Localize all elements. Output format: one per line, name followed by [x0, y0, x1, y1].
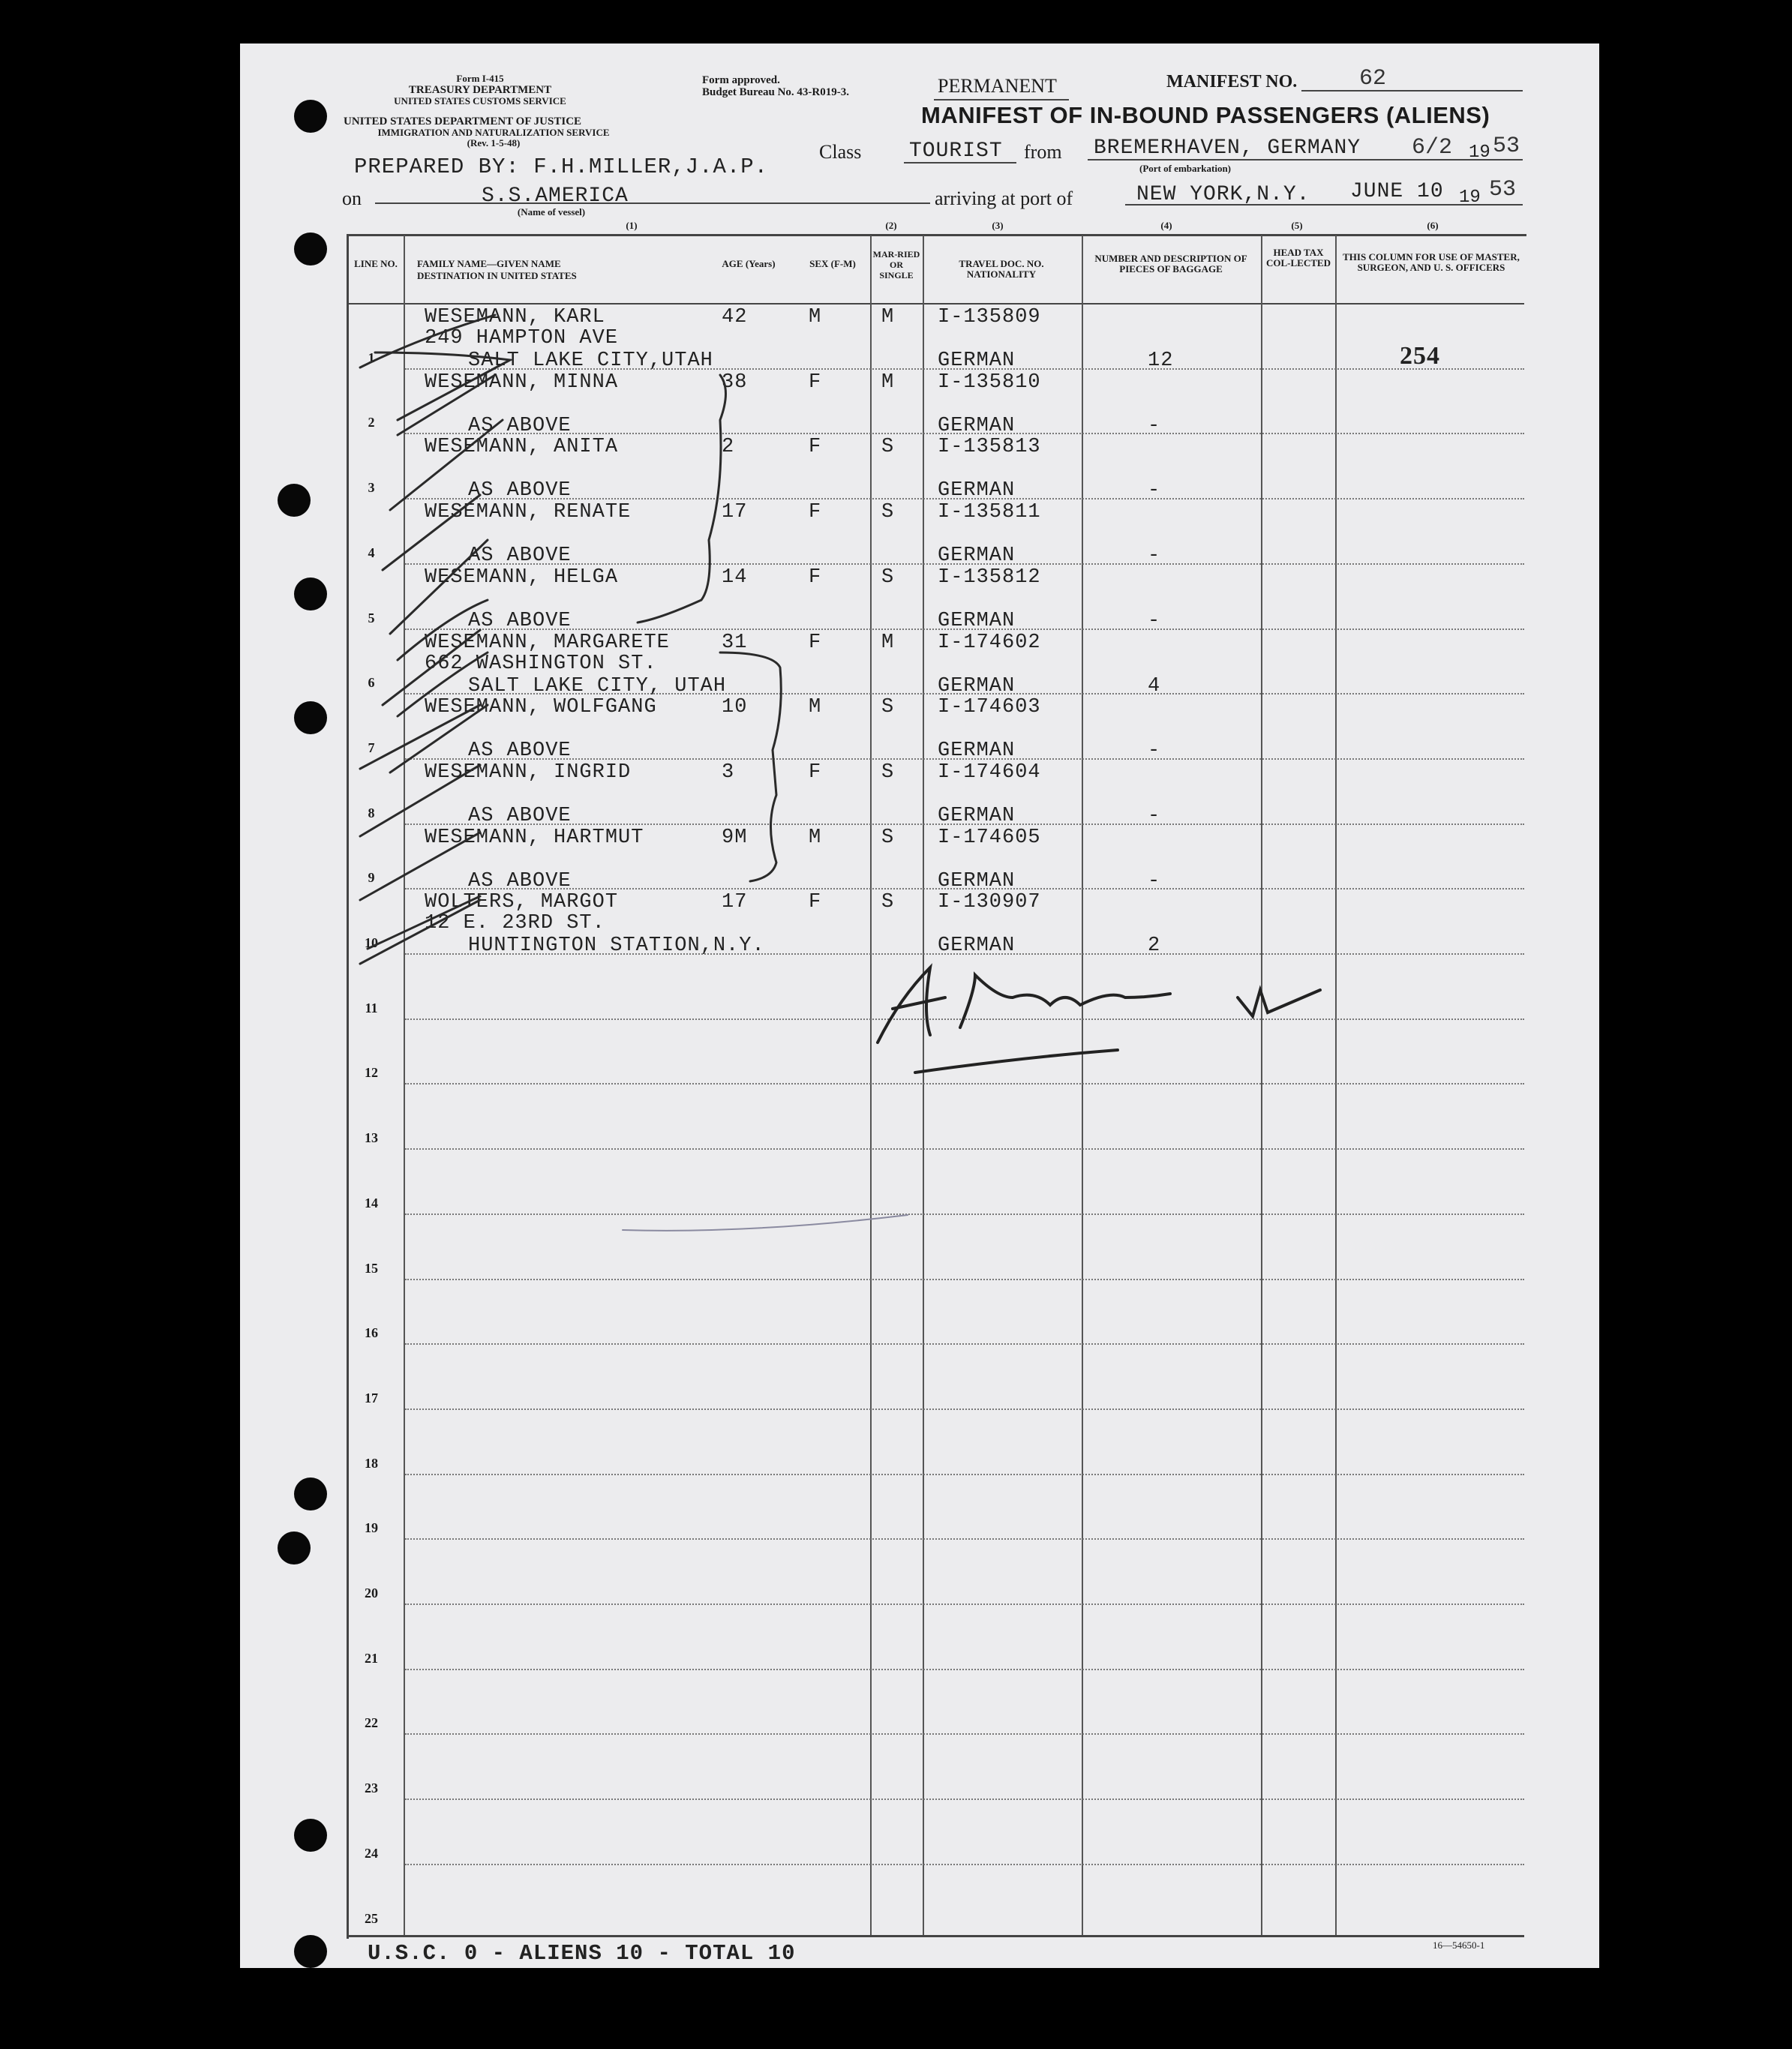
passenger-sex: F [809, 632, 822, 654]
passenger-travel-doc: I-174604 [938, 761, 1041, 784]
header-married: MAR-RIED OR SINGLE [872, 249, 920, 280]
line-number: 21 [365, 1651, 378, 1666]
line-number: 8 [368, 806, 375, 820]
header-age: AGE (Years) [722, 258, 776, 269]
line-number: 19 [365, 1520, 378, 1535]
passenger-address-line2: SALT LAKE CITY,UTAH [468, 350, 713, 372]
col-number-3: (3) [992, 220, 1004, 231]
passenger-name: WESEMANN, RENATE [425, 501, 632, 524]
from-value: BREMERHAVEN, GERMANY [1094, 136, 1361, 160]
line-number: 23 [365, 1780, 378, 1796]
passenger-nationality: GERMAN [938, 479, 1016, 502]
passenger-travel-doc: I-135811 [938, 501, 1041, 524]
passenger-baggage: - [1148, 870, 1161, 892]
passenger-sex: F [809, 891, 822, 914]
passenger-baggage: - [1148, 479, 1161, 502]
passenger-marital: S [881, 761, 895, 784]
from-date: 6/2 [1412, 135, 1453, 160]
year-prefix-2: 19 [1459, 188, 1481, 208]
passenger-baggage: 4 [1148, 675, 1161, 698]
manifest-no-label: MANIFEST NO. [1166, 72, 1298, 92]
manifest-no: 62 [1359, 66, 1387, 92]
passenger-travel-doc: I-135810 [938, 371, 1041, 394]
passenger-address-line1: 662 WASHINGTON ST. [425, 652, 657, 675]
ins: IMMIGRATION AND NATURALIZATION SERVICE [377, 127, 610, 138]
line-number: 2 [368, 415, 375, 430]
passenger-marital: M [881, 306, 895, 328]
line-number: 18 [365, 1456, 378, 1471]
passenger-name: WESEMANN, HARTMUT [425, 826, 644, 849]
line-number: 9 [368, 870, 375, 885]
revision: (Rev. 1-5-48) [467, 137, 521, 148]
line-number: 15 [365, 1261, 378, 1276]
passenger-baggage: 12 [1148, 350, 1174, 372]
passenger-marital: S [881, 501, 895, 524]
passenger-sex: M [809, 826, 822, 849]
passenger-sex: F [809, 566, 822, 589]
line-number: 14 [365, 1196, 378, 1210]
passenger-sex: F [809, 501, 822, 524]
passenger-sex: F [809, 371, 822, 394]
line-number: 24 [365, 1846, 378, 1861]
port-embark-caption: (Port of embarkation) [1139, 163, 1232, 174]
passenger-travel-doc: I-130907 [938, 891, 1041, 914]
passenger-nationality: GERMAN [938, 415, 1016, 437]
passenger-marital: S [881, 891, 895, 914]
line-number: 1 [368, 350, 375, 365]
header-baggage: NUMBER AND DESCRIPTION OF PIECES OF BAGGAGE [1094, 253, 1247, 274]
header-travel-doc: TRAVEL DOC. NO. NATIONALITY [959, 258, 1044, 280]
passenger-age: 14 [722, 566, 748, 589]
passenger-baggage: - [1148, 415, 1161, 437]
passenger-sex: M [809, 306, 822, 328]
passenger-nationality: GERMAN [938, 870, 1016, 892]
line-number: 20 [365, 1586, 378, 1600]
prepared-by: PREPARED BY: F.H.MILLER,J.A.P. [354, 154, 769, 179]
passenger-baggage: - [1148, 610, 1161, 632]
passenger-address-line2: AS ABOVE [468, 415, 572, 437]
header-destination: DESTINATION IN UNITED STATES [417, 270, 577, 281]
passenger-age: 38 [722, 371, 748, 394]
passenger-travel-doc: I-135809 [938, 306, 1041, 328]
class-label: Class [819, 141, 862, 163]
form-number: Form I-415 [456, 73, 504, 84]
year-prefix-1: 19 [1469, 142, 1490, 163]
print-code: 16—54650-1 [1433, 1940, 1485, 1951]
line-number: 3 [368, 480, 375, 495]
line-number: 6 [368, 675, 375, 690]
passenger-address-line2: AS ABOVE [468, 544, 572, 567]
officer-note: 254 [1400, 342, 1440, 370]
line-number: 11 [365, 1000, 378, 1016]
totals: U.S.C. 0 - ALIENS 10 - TOTAL 10 [368, 1941, 796, 1966]
passenger-name: WESEMANN, MINNA [425, 371, 619, 394]
passenger-name: WESEMANN, INGRID [425, 761, 632, 784]
passenger-travel-doc: I-174605 [938, 826, 1041, 849]
passenger-age: 31 [722, 632, 748, 654]
col-number-2: (2) [885, 220, 897, 231]
passenger-baggage: - [1148, 805, 1161, 827]
passenger-marital: S [881, 436, 895, 458]
treasury-dept: TREASURY DEPARTMENT [408, 84, 552, 96]
year-2: 53 [1489, 177, 1517, 202]
passenger-address-line2: AS ABOVE [468, 805, 572, 827]
passenger-sex: F [809, 436, 822, 458]
passenger-sex: F [809, 761, 822, 784]
passenger-name: WESEMANN, WOLFGANG [425, 696, 657, 718]
passenger-address-line2: AS ABOVE [468, 870, 572, 892]
passenger-name: WESEMANN, KARL [425, 306, 605, 328]
line-number: 5 [368, 610, 375, 626]
passenger-travel-doc: I-135813 [938, 436, 1041, 458]
header-name: FAMILY NAME—GIVEN NAME [417, 258, 561, 269]
passenger-marital: S [881, 696, 895, 718]
passenger-age: 42 [722, 306, 748, 328]
passenger-marital: S [881, 826, 895, 849]
passenger-age: 2 [722, 436, 735, 458]
passenger-marital: S [881, 566, 895, 589]
justice-dept: UNITED STATES DEPARTMENT OF JUSTICE [344, 116, 582, 128]
passenger-name: WESEMANN, ANITA [425, 436, 619, 458]
passenger-baggage: - [1148, 740, 1161, 762]
header-head-tax: HEAD TAX COL-LECTED [1266, 247, 1331, 268]
passenger-sex: M [809, 696, 822, 718]
passenger-address-line2: AS ABOVE [468, 740, 572, 762]
header-line-no: LINE NO. [354, 258, 398, 269]
budget-bureau: Budget Bureau No. 43-R019-3. [702, 86, 849, 98]
line-number: 4 [368, 545, 375, 560]
arriving-label: arriving at port of [935, 188, 1073, 209]
passenger-marital: M [881, 371, 895, 394]
col-number-6: (6) [1427, 220, 1439, 231]
passenger-nationality: GERMAN [938, 675, 1016, 698]
col-number-1: (1) [626, 220, 638, 231]
line-number: 10 [365, 935, 378, 950]
passenger-age: 10 [722, 696, 748, 718]
passenger-name: WOLTERS, MARGOT [425, 891, 619, 914]
line-number: 25 [365, 1911, 378, 1926]
line-number: 13 [365, 1130, 378, 1145]
passenger-address-line2: HUNTINGTON STATION,N.Y. [468, 934, 765, 957]
passenger-age: 17 [722, 501, 748, 524]
manifest-title: MANIFEST OF IN-BOUND PASSENGERS (ALIENS) [921, 102, 1490, 128]
passenger-address-line2: AS ABOVE [468, 479, 572, 502]
line-number: 17 [365, 1390, 378, 1406]
passenger-nationality: GERMAN [938, 934, 1016, 957]
passenger-age: 17 [722, 891, 748, 914]
passenger-nationality: GERMAN [938, 350, 1016, 372]
passenger-baggage: - [1148, 544, 1161, 567]
from-label: from [1024, 141, 1062, 163]
passenger-travel-doc: I-135812 [938, 566, 1041, 589]
year-1: 53 [1493, 134, 1520, 159]
passenger-name: WESEMANN, HELGA [425, 566, 619, 589]
passenger-age: 9M [722, 826, 748, 849]
passenger-travel-doc: I-174602 [938, 632, 1041, 654]
passenger-nationality: GERMAN [938, 610, 1016, 632]
line-number: 16 [365, 1325, 378, 1340]
passenger-marital: M [881, 632, 895, 654]
passenger-name: WESEMANN, MARGARETE [425, 632, 670, 654]
col-number-4: (4) [1160, 220, 1172, 231]
passenger-address-line2: SALT LAKE CITY, UTAH [468, 675, 727, 698]
form-approved: Form approved. [702, 74, 780, 86]
passenger-address-line1: 249 HAMPTON AVE [425, 327, 619, 350]
permanent-label: PERMANENT [938, 75, 1057, 97]
header-officers: THIS COLUMN FOR USE OF MASTER, SURGEON, AND U. S. OFFICERS [1343, 251, 1520, 273]
passenger-address-line2: AS ABOVE [468, 610, 572, 632]
vessel-name: S.S.AMERICA [482, 184, 629, 208]
header-sex: SEX (F-M) [809, 258, 856, 269]
passenger-age: 3 [722, 761, 735, 784]
vessel-caption: (Name of vessel) [517, 206, 586, 218]
arrival-port: NEW YORK,N.Y. [1136, 183, 1310, 206]
passenger-nationality: GERMAN [938, 740, 1016, 762]
line-number: 22 [365, 1715, 378, 1730]
customs-service: UNITED STATES CUSTOMS SERVICE [394, 95, 566, 106]
col-number-5: (5) [1291, 220, 1303, 231]
passenger-travel-doc: I-174603 [938, 696, 1041, 718]
line-number: 12 [365, 1065, 378, 1080]
passenger-address-line1: 12 E. 23RD ST. [425, 912, 605, 934]
class-value: TOURIST [909, 140, 1003, 163]
passenger-nationality: GERMAN [938, 544, 1016, 567]
on-label: on [342, 188, 362, 209]
passenger-nationality: GERMAN [938, 805, 1016, 827]
passenger-baggage: 2 [1148, 934, 1161, 957]
arrival-date: JUNE 10 [1350, 180, 1444, 203]
line-number: 7 [368, 740, 375, 755]
